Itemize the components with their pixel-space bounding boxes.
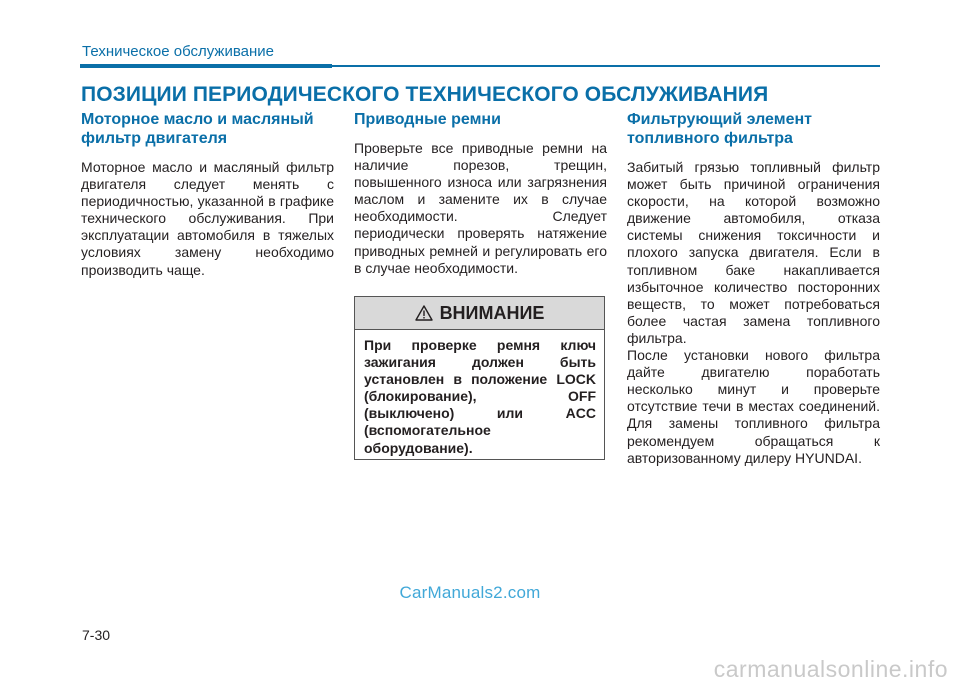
header-rule-thick: [80, 64, 332, 68]
header-rule-thin: [332, 65, 880, 67]
fuel-filter-section-title: Фильтрующий элемент топливного фильтра: [627, 111, 812, 147]
column-fuel-filter: [627, 110, 880, 467]
belts-section-title: Приводные ремни: [354, 111, 501, 128]
section-header-title: Техническое обслуживание: [82, 43, 274, 60]
warning-body: При проверке ремня ключ зажигания должен быть установлен в положение LOCK (блокирование), OFF (выключено) или ACC (вспомогательное оборудование).: [364, 337, 596, 456]
fuel-filter-paragraph-1: Забитый грязью топливный фильтр может быть причиной ограничения скорости, на которой возможно движение автомобиля, отказа системы снижения токсичности и плохого запуска двигателя. Если в топливном баке накапливается избыточное количество посторонних веществ, то может потребоваться более частая замена топливного фильтра.: [627, 159, 880, 346]
fuel-filter-paragraph-2: После установки нового фильтра дайте двигателю поработать несколько минут и проверьте отсутствие течи в местах соединений. Для замены топливного фильтра рекомендуем обращаться к авторизованному дилеру HYUNDAI.: [627, 347, 880, 466]
warning-title: ВНИМАНИЕ: [439, 302, 545, 323]
oil-section-title: Моторное масло и масляный фильтр двигателя: [81, 111, 314, 147]
oil-paragraph: Моторное масло и масляный фильтр двигателя следует менять с периодичностью, указанной в графике технического обслуживания. При эксплуатации автомобиля в тяжелых условиях замену необходимо производить чаще.: [81, 159, 334, 278]
watermark-link[interactable]: CarManuals2.com: [399, 583, 541, 602]
warning-header: [355, 297, 604, 330]
footer-site-mark: carmanualsonline.info: [713, 656, 948, 682]
page-heading: ПОЗИЦИИ ПЕРИОДИЧЕСКОГО ТЕХНИЧЕСКОГО ОБСЛУЖИВАНИЯ: [81, 83, 769, 106]
column-belts: [354, 110, 607, 277]
page-number: 7-30: [82, 627, 111, 643]
warning-triangle-icon: [415, 305, 433, 321]
belts-paragraph: Проверьте все приводные ремни на наличие порезов, трещин, повышенного износа или загрязнения маслом и замените их в случае необходимости. Следует периодически проверять натяжение приводных ремней и регулировать его в случае необходимости.: [354, 140, 607, 276]
column-oil: [81, 110, 334, 279]
warning-box: [354, 296, 605, 460]
